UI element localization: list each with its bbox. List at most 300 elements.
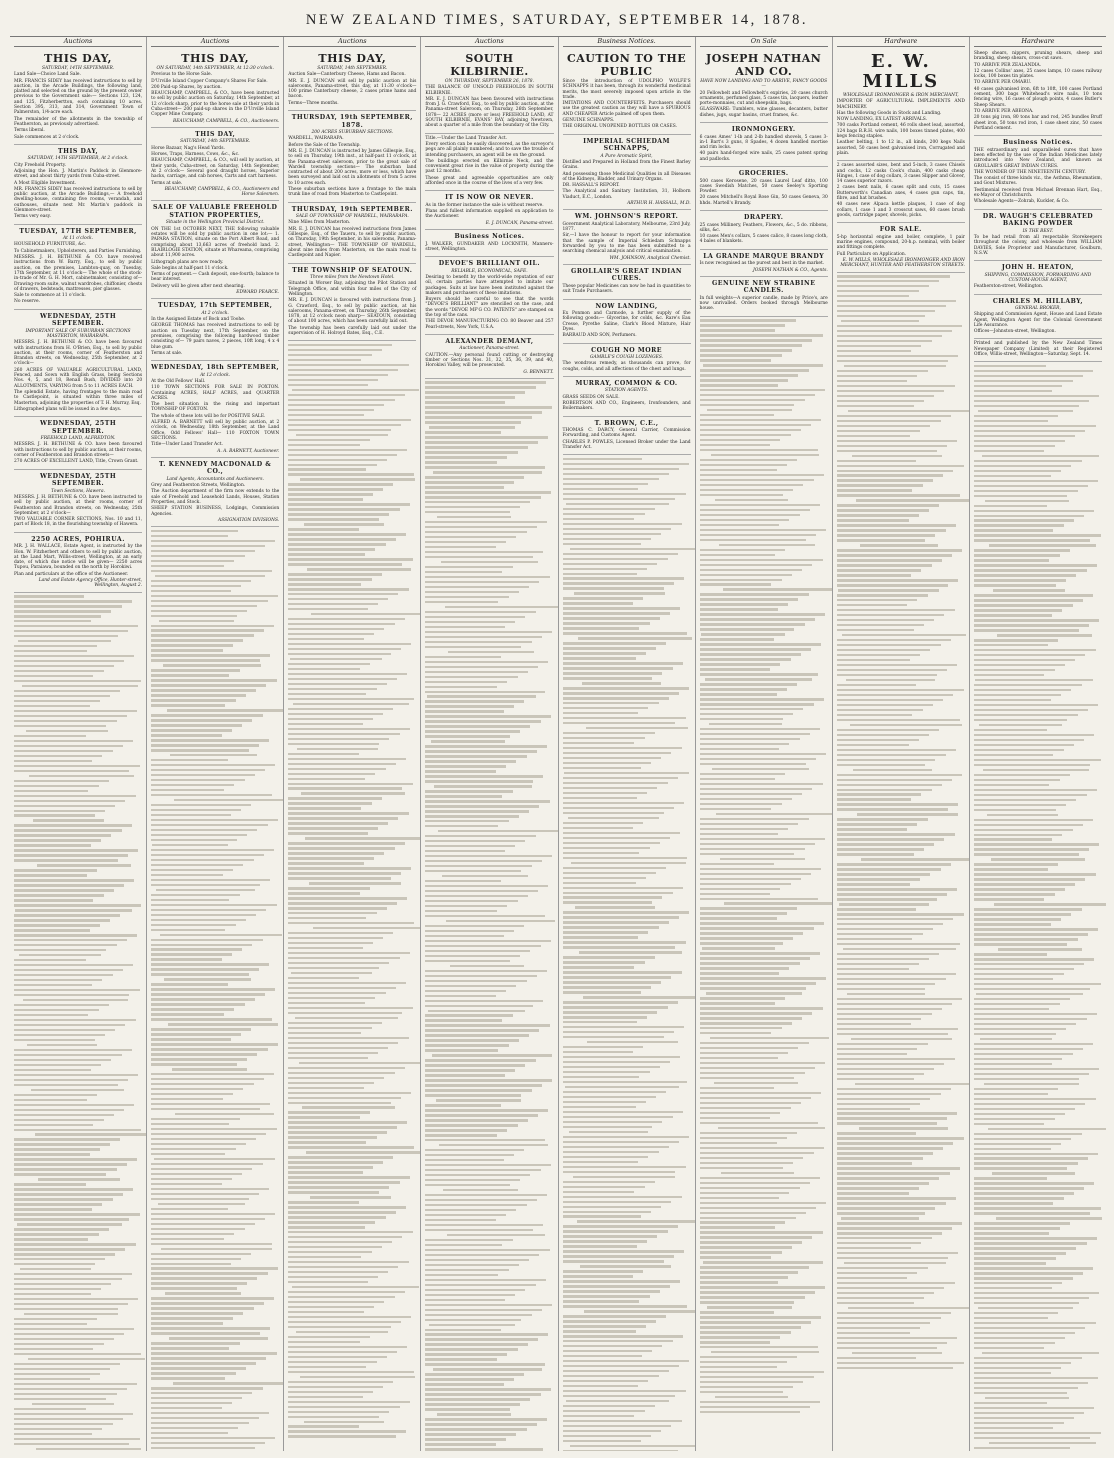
ad-subtitle: FREEHOLD LAND, ALFREDTON. (40, 436, 116, 442)
ad-paragraph: As in the former instance the sale is without reserve. (425, 202, 544, 208)
ad-paragraph: BARRAUD AND SON, Perfumers. (562, 333, 637, 339)
advertisement (288, 49, 416, 111)
ad-subtitle: GAMBLE'S COUGH LOZENGES. (590, 355, 664, 360)
ad-title: Business Notices. (454, 233, 525, 241)
ad-paragraph: The consist of three kinds viz., the Asthma, Rheumatism, and Gout Mixtures. (973, 176, 1102, 187)
ad-paragraph: SHEEP STATION BUSINESS, Lodgings, Commission Agencies. (151, 506, 280, 517)
ad-signature: E. J. DUNCAN, Panama-street. (485, 220, 554, 226)
ad-paragraph: Lithograph plans are now ready. (151, 259, 224, 265)
ad-paragraph: The buildings erected on Kilbirnie Neck, and the convenient great rise in the value of property during the past 12 months. (425, 158, 554, 175)
ad-paragraph: Nine Miles from Masterton. (288, 220, 351, 226)
column-header: Auctions (151, 37, 279, 47)
newspaper-column (284, 37, 421, 1451)
illegible-print-lines (563, 458, 691, 1451)
ad-paragraph: 40 cases new Alpaca kettle plaques, 1 case of dog collars, 1 case 1 and 3 crosscut saws, 60 cases brush goods, cartridge paper, shovels, picks. (836, 202, 965, 218)
ad-signature: ARTHUR H. HASSALL, M.D. (627, 201, 691, 207)
ad-paragraph: The Analytical and Sanitary Institution, 31, Holborn Viaduct, E.C., London. (562, 189, 691, 200)
advertisement (425, 191, 553, 230)
ad-body (974, 51, 1102, 131)
advertisement (700, 250, 828, 277)
ad-paragraph: TO ARRIVE PER ABEONA. (973, 108, 1034, 114)
ad-paragraph: Buyers should be careful to see that the words "DEVOE'S BRILLIANT" are stencilled on the case, and the words "DEVOE MF'G CO. PATENTS" are stamped on the top of the cans. (425, 297, 554, 318)
ad-body (563, 361, 691, 372)
advertisement (425, 257, 553, 335)
ad-subtitle: IMPORTANT SALE OF SUBURBAN SECTIONS MASTERTON, WAIRARAPA. (25, 328, 131, 339)
column-header: Hardware (974, 37, 1102, 47)
ad-title: WM. JOHNSON'S REPORT. (574, 213, 679, 221)
ad-paragraph: J. WALKER, GUNDAKER AND LOCKNITH, Manners-street, Wellington. (425, 241, 554, 252)
ad-paragraph: Full Particulars on Application. (836, 251, 907, 257)
ad-paragraph: Desiring to benefit by the world-wide reputation of our oil, certain parties have attempted to imitate our packages. Suits at law have been instituted against the makers and purchasers of these imitations. (425, 274, 554, 296)
ad-paragraph: Distilled and Prepared in Holland from the Finest Barley Grains. (562, 159, 691, 171)
illegible-print-lines (14, 595, 142, 1451)
ad-paragraph: City Freehold Property. (14, 162, 67, 168)
advertisement (837, 49, 965, 161)
ad-paragraph: ALFRED A. BARNETT will sell by public auction, at 2 o'clock, on Wednesday, 18th September, at the Land Office, Odd Fellows' Hall— 110 FOXTON TOWN SECTIONS. (151, 420, 280, 441)
ad-paragraph: Plans and fullest information supplied on application to the Auctioneer. (425, 209, 554, 220)
ad-paragraph: MR. E. J. DUNCAN is instructed by James Gillespie, Esq., to sell on Thursday, 19th inst., at half-past 11 o'clock, at the Panama-street saleroom, prior to the great sale of Wardell township sections— The suburban land contracted of about 200 acres, more or less, which have been surveyed and laid out in allotments of from 5 acres to 10 acres each. (288, 148, 417, 186)
ad-paragraph: And possessing those Medicinal Qualities in all Diseases of the Kidneys, Bladder, and Urinary Organs. (562, 171, 691, 182)
ad-title: SOUTH KILBIRNIE. (450, 52, 529, 78)
ad-paragraph: The remainder of the allotments in the township of Featherston, as previously advertised. (14, 116, 143, 127)
newspaper-column (421, 37, 558, 1451)
ad-body (837, 99, 965, 156)
ad-title: THIS DAY, (318, 52, 387, 65)
ad-paragraph: Horse Bazaar, Nag's Head Yards. (151, 145, 225, 151)
ad-paragraph: Terms at sale. (151, 180, 183, 186)
illegible-print-lines (288, 344, 416, 1438)
ad-title: DEVOE'S BRILLIANT OIL. (438, 260, 541, 268)
ad-subtitle: ON THURSDAY, SEPTEMBER 26, 1878. (444, 79, 534, 84)
ad-paragraph: 2 cases bent nails, 6 cases split and cuts, 15 cases Butterworth's Canadian axes, 4 cases gun caps, tin, fibre, and hat brushes. (836, 185, 965, 202)
ad-paragraph: 700 casks Portland cement, 46 rolls sheet lead, assorted, 124 bags B.R.H. wire nails, 100 boxes tinned plates, 400 kegs fencing staples. (836, 123, 965, 140)
ad-subtitle: SATURDAY, 14th SEPTEMBER. (180, 139, 251, 145)
ad-body (288, 72, 416, 106)
advertisement (14, 145, 142, 225)
ad-subtitle: At 2 o'clock. (201, 310, 229, 316)
ad-paragraph: GEORGE THOMAS has received instructions to sell by auction on Tuesday next, 17th September, on the premises, comprising the following hardwood timber consisting of— 79 pairs naves, 2 pieces, 10ft long, 4 x 4 blue gum. (151, 323, 280, 350)
ad-paragraph: Before the Sale of the Township. (288, 142, 361, 148)
ad-paragraph: NOW LANDING, EX LATEST ARRIVALS. (836, 117, 928, 123)
ad-paragraph: 12 cases Collins' axes, 25 cases lamps, 10 cases railway locks, 100 boxes tin plates. (973, 68, 1102, 80)
ad-paragraph: 270 ACRES OF EXCELLENT LAND, Title, Crown Grant. (14, 459, 139, 465)
ad-paragraph: MR. FRANCIS SIDEY has received instructions to sell by auction, in the Arcade Buildings, the following land, platted and selected on the ground by the present owner previous to the Government sale:— Sections 123, 124, and 125, Fitzherbertton, each containing 10 acres. Section 395, 313, and 314, Government Town of Palmerston, 1/4-acre each. (14, 78, 143, 116)
ad-title: ALEXANDER DEMANT, (445, 337, 534, 345)
ad-subtitle: SATURDAY, 14TH SEPTEMBER. (41, 66, 115, 71)
advertisement (425, 230, 553, 257)
ad-paragraph: Featherston-street, Wellington. (973, 284, 1044, 290)
advertisement (563, 210, 691, 265)
ad-paragraph: THE WONDER OF THE NINETEENTH CENTURY. (973, 169, 1086, 175)
ad-paragraph: THE BALANCE OF UNSOLD FREEHOLDS IN SOUTH KILBIRNIE. (425, 85, 554, 96)
ad-paragraph: A Most Eligible Investment. (14, 180, 76, 186)
ad-paragraph: GLASSWARE: Tumblers, wine glasses, decanters, butter dishes, jugs, sugar basins, cruet frames, &c. (699, 107, 828, 118)
ad-paragraph: 40 cases galvanised iron, 6ft to 10ft, 100 cases Portland cement, 300 bags Whitehead's wire nails, 10 tons fencing wire, 16 cases of plough points, 4 cases Butler's Sheep Shears. (973, 86, 1102, 108)
ad-paragraph: Terms of payment.— Cash deposit, one-fourth; balance to bear interest. (151, 272, 280, 283)
newspaper-title: NEW ZEALAND TIMES, SATURDAY, SEPTEMBER 14, 1878. (305, 12, 809, 28)
advertisement (151, 361, 279, 458)
ad-paragraph: The township has been carefully laid out under the supervision of H. Holroyd Bates, Esq., C.E. (288, 325, 417, 336)
ad-paragraph: 500 cases Kerosene, 20 cases Laurel Leaf ditto, 100 cases Swedish Matches, 50 cases Seeley's Sporting Powder. (699, 178, 828, 195)
ad-paragraph: To Cabinetmakers, Upholsterers, and Parties Furnishing. (14, 248, 142, 254)
ad-paragraph: Sale to commence at 11 o'clock. (14, 293, 86, 299)
ad-paragraph: Terms very easy. (14, 214, 51, 220)
ad-paragraph: Testimonial received from Michael Brennan Hart, Esq., ex-Mayor of Christchurch. (973, 187, 1102, 199)
ad-body (425, 85, 553, 128)
advertisement (288, 203, 416, 264)
advertisement (700, 49, 828, 123)
ad-title: GENUINE NEW STRABINE CANDLES. (711, 279, 816, 295)
ad-subtitle: At 12 o'clock. (200, 372, 231, 378)
newspaper-column (559, 37, 696, 1451)
advertisement (151, 201, 279, 299)
ad-body (288, 136, 416, 197)
ad-title: DRAPERY. (743, 214, 784, 222)
ad-paragraph: 5-hp horizontal engine and boiler, complete, 1 pair marine engines, compound, 20-h.p. nominal, with boiler and fittings complete. (836, 234, 965, 251)
ad-paragraph: IMITATIONS AND COUNTERFEITS. Purchasers should use the greatest caution as they will have a SPURIOUS AND CHEAPER Article palmed off upon them. (562, 101, 691, 117)
ad-paragraph: 20 Fellowbelt and Fellowbelt's expiries, 20 cases church ornaments, perfumed glass, 5 cases tin, lacquers, leather porte-monnaies, cut and sheepskin, bags. (699, 90, 828, 107)
ad-subtitle: SALE OF TOWNSHIP OF WARDELL, WAIRARAPA. (295, 214, 409, 220)
advertisement (288, 111, 416, 203)
advertisement (563, 135, 691, 211)
ad-paragraph: Grey and Featherston Streets, Wellington. (151, 483, 246, 489)
ad-title: 2250 ACRES, POHIRUA. (31, 535, 125, 543)
ad-title: THURSDAY, 19th SEPTEMBER. (291, 205, 413, 213)
ad-body (288, 281, 416, 336)
ad-title: CHARLES M. HILLABY, (992, 297, 1084, 305)
ad-title: THURSDAY, 19th SEPTEMBER, 1878. (291, 114, 413, 129)
advertisement (974, 210, 1102, 261)
advertisement (700, 277, 828, 317)
ad-body (151, 379, 279, 448)
ad-paragraph: Sheep shears, nippers, pruning shears, sheep and branding, sheep shears, cross-cut saws. (973, 51, 1102, 62)
ad-paragraph: Horses, Traps, Harness, Cows, &c., &c. (151, 152, 240, 158)
column-header: Business Notices. (563, 37, 691, 47)
ad-title: FOR SALE. (879, 226, 922, 234)
ad-body (974, 284, 1102, 289)
ad-paragraph: Sale commences at 2 o'clock. (14, 134, 80, 140)
ad-paragraph: CHARLES P. POWLES, Licensed Broker under the Land Transfer Act. (562, 439, 691, 450)
newspaper-column (10, 37, 147, 1451)
ad-signature: BEAUCHAMP, CAMPBELL, & CO., Auctioneers and Horse Salesmen. (164, 186, 280, 198)
ad-title: COUGH NO MORE (591, 346, 662, 354)
ad-body (563, 395, 691, 412)
ad-body (700, 135, 828, 162)
ad-paragraph: Previous to the Horse Sale. (151, 72, 213, 78)
ad-signature: EDWARD PEARCE. (236, 290, 280, 295)
ad-title: CAUTION TO THE PUBLIC (566, 52, 687, 78)
ad-subtitle: STATION AGENTS. (605, 388, 649, 394)
ad-paragraph: Delivery will be given after next shearing. (151, 283, 245, 289)
advertisement (563, 417, 691, 456)
ad-title: GROLLAIR'S GREAT INDIAN CURES. (571, 267, 683, 283)
ad-title: WEDNESDAY, 18th SEPTEMBER, (151, 364, 280, 372)
ad-paragraph: To be had retail from all respectable Storekeepers throughout the colony, and wholesale from WILLIAM DAVIES, Sole Proprietor and Manufacturer, Goulburn, N.S.W. (973, 234, 1102, 256)
ad-paragraph: MESSRS. J. H. BETHUNE & CO. have been favoured with instructions to sell by public auction, at their rooms, corner of Featherston and Brandon streets— (14, 442, 143, 459)
ad-body (425, 242, 553, 253)
advertisement (14, 470, 142, 533)
ad-paragraph: Title—Under Land Transfer Act. (151, 442, 223, 448)
ad-body (563, 160, 691, 200)
ad-subtitle: HAVE NOW LANDING AND TO ARRIVE, FANCY GOODS— (700, 79, 828, 90)
ad-paragraph: Terms at sale. (151, 350, 183, 356)
advertisement (425, 49, 553, 134)
ad-paragraph: Shipping and Commission Agent, House and Land Estate Agent, Wellington Agent for the Colonial Government Life Assurance. (973, 312, 1102, 328)
column-header: Auctions (288, 37, 416, 47)
ad-body (14, 242, 142, 304)
ad-paragraph: ROBERTSON AND CO., Engineers, Ironfounders, and Boilermakers. (562, 400, 691, 412)
ad-subtitle: A Pure Aromatic Spirit, (600, 153, 653, 159)
ad-subtitle: SATURDAY, 14th SEPTEMBER. (317, 66, 388, 71)
ad-title: SALE OF VALUABLE FREEHOLD STATION PROPERTIES, (152, 204, 278, 219)
ad-paragraph: 25 cases Millinery, Feathers, Flowers, &c., 5 do. ribbons, silks, &c. (699, 222, 828, 233)
ad-title: GROCERIES. (738, 170, 789, 178)
advertisement (837, 161, 965, 223)
ad-paragraph: 40 pairs hand-forged wire nails, 25 cases patent spring and padlocks. (699, 151, 828, 162)
ad-body (14, 495, 142, 528)
ad-paragraph: 200 Paid-up Shares, by auction. (151, 84, 222, 90)
ad-paragraph: Is now recognised as the purest and best in the market. (699, 261, 825, 267)
ad-paragraph: MR. FRANCIS SIDEY has received instructions to sell by public auction, at the Arcade Buildings,— A freehold dwelling-house, containing five rooms, verandah, and outhouses, situate next Mr. Martin's paddock in Glenmore-street. (14, 186, 143, 214)
ad-title: IMPERIAL SCHIEDAM SCHNAPPS, (583, 137, 670, 153)
advertisement (14, 533, 142, 593)
ad-paragraph: MR. E. J. DUNCAN has received instructions from James Gillespie, Esq., of the Taueru, to sell by public auction, on Thursday, 19th September, in his salerooms, Panama-street, Wellington— THE TOWNSHIP OF WARDELL, about nine miles from Masterton, on the main road to Castlepoint and Napier. (288, 226, 417, 259)
illegible-print-lines (837, 275, 965, 1369)
ad-paragraph: The wondrous remedy, as thousands can prove, for coughs, colds, and all affections of the chest and lungs. (562, 361, 691, 372)
advertisement (14, 310, 142, 417)
advertisement (563, 49, 691, 135)
ad-subtitle: SATURDAY, 14TH SEPTEMBER, At 2 o'clock. (27, 156, 129, 162)
ad-body (563, 311, 691, 338)
ad-paragraph: TO ARRIVE PER OMARU. (973, 80, 1032, 86)
newspaper-column (696, 37, 833, 1451)
ad-body (14, 163, 142, 220)
ad-body (151, 317, 279, 356)
ad-paragraph: IMPORTER OF AGRICULTURAL IMPLEMENTS AND MACHINERY. (836, 99, 965, 110)
ad-paragraph: BEAUCHAMP, CAMPBELL, & CO., have been instructed to sell by public auction on Saturday, 14th September, at 12 o'clock sharp, prior to the horse sale at their yards in Cuba-street— 200 paid-up shares in the D'Urville Island Copper Mine Company. (151, 91, 280, 118)
ad-paragraph: 20 cases Mitchell's Royal Rose Gin, 50 cases Geneva, 30 hhds. Martell's Brandy. (699, 195, 828, 206)
ad-signature: WM. JOHNSON, Analytical Chemist. (609, 255, 691, 261)
ad-paragraph: Adjoining the Hon. J. Martin's Paddock in Glenmore-street, and about thirty yards from Cuba-street. (14, 168, 143, 180)
ad-signature: A. A. BARNETT, Auctioneer. (217, 448, 280, 454)
ad-title: THE TOWNSHIP OF SEATOUN. (292, 266, 413, 274)
ad-paragraph: These popular Medicines can now be had in quantities to suit Trade Purchasers. (562, 283, 691, 295)
ad-title: Business Notices. (1002, 139, 1073, 147)
ad-paragraph: Sale begins at half-past 11 o'clock. (151, 265, 229, 271)
advertisement (288, 264, 416, 342)
advertisement (563, 265, 691, 300)
advertisement (837, 223, 965, 272)
newspaper-column (147, 37, 284, 1451)
ad-title: WEDNESDAY, 25TH SEPTEMBER. (39, 472, 117, 488)
ad-subtitle: Town Sections, Hawera. (51, 488, 105, 494)
advertisement (563, 344, 691, 377)
ad-subtitle: SHIPPING, COMMISSION, FORWARDING AND CUSTOM-HOUSE AGENT, (984, 272, 1092, 283)
ad-paragraph: Terms liberal. (14, 128, 45, 134)
advertisement (974, 49, 1102, 136)
advertisement (974, 261, 1102, 294)
ad-body (563, 428, 691, 450)
ad-paragraph: ON THE 1st OCTOBER NEXT, THE following valuable estates will be sold by public auction in one lot:— 1. PAPARA STATION, situate on the Port Albert Road, and comprising about 13,663 acres of freehold land. 2. BLAIRLOGIE STATION, situate at Whareama, comprising about 11,900 acres. (151, 226, 280, 259)
ad-paragraph: Terms—Three months. (288, 100, 339, 106)
advertisement (151, 458, 279, 527)
ad-title: NOW LANDING, (595, 302, 658, 310)
ad-paragraph: MESSRS. J. H. BETHUNE & CO. have been favoured with instructions from H. O'Brien, Esq., to sell by public auction, at their rooms, corner of Featherston and Brandon streets, on Wednesday, 25th September, at 2 o'clock— (14, 340, 143, 367)
ad-subtitle: GENERAL BROKER, (1015, 306, 1061, 311)
ad-body (563, 284, 691, 295)
ad-paragraph: CAUTION.—Any personal found cutting or destroying timber or Sections Nos. 31, 32, 35, 36, 39, and 40, Horokiwi Valley, will be prosecuted. (425, 352, 554, 369)
advertisement (700, 167, 828, 211)
ad-paragraph: 110 TOWN SECTIONS FOR SALE IN FOXTON. Containing ACRES, HALF ACRES, and QUARTER ACRES. (151, 385, 280, 401)
ad-paragraph: Auction Sale—Canterbury Cheese, Hams and Bacon. (288, 72, 406, 78)
ad-paragraph: The whole of these lots will be for POSITIVE SALE. (151, 413, 266, 419)
ad-paragraph: In full weights—A superior candle, made by Price's, are now unrivalled. Orders booked through Melbourne house. (699, 295, 828, 312)
ad-subtitle: Situate in the Wellington Provincial District. (165, 220, 265, 226)
ad-paragraph: MR. E. J. DUNCAN will sell by public auction at his salerooms, Panama-street, this day, at 11:30 o'clock— 100 prime Canterbury cheese, 2 cases prime hams and bacon. (288, 78, 417, 100)
advertisement (14, 49, 142, 145)
ad-body (563, 79, 691, 130)
advertisement (563, 300, 691, 344)
ad-title: JOHN H. HEATON, (1001, 264, 1074, 272)
ad-paragraph: The splendid Estate, having frontages to the main road to Castlepoint, is situated within three miles of Masterton, adjoining the properties of T. H. Murray, Esq. (14, 389, 143, 406)
ad-signature: E. W. MILLS, WHOLESALE IRONMONGER AND IRON MERCHANT, HUNTER AND FEATHERSTON STREETS. (840, 257, 965, 269)
ad-paragraph: D'Urville Island Copper Company's Shares For Sale. (151, 78, 268, 84)
page-columns (10, 36, 1106, 1451)
ad-signature: BEAUCHAMP, CAMPBELL, & CO., Auctioneers. (172, 118, 280, 124)
ad-title: LA GRANDE MARQUE BRANDY (703, 252, 825, 260)
ad-signature: Land and Estate Agency Office, Hunter-street, Wellington, August 2. (38, 577, 143, 589)
ad-paragraph: TO ARRIVE PER ZEALANDIA. (973, 62, 1042, 68)
ad-title: THIS DAY, (44, 52, 112, 65)
ad-subtitle: IS THE BEST. (1022, 228, 1054, 234)
ad-title: MURRAY, COMMON & CO. (575, 379, 678, 387)
ad-title: T. KENNEDY MACDONALD & CO., (158, 460, 272, 476)
advertisement (425, 335, 553, 379)
ad-signature: G. BENNETT. (523, 369, 554, 375)
ad-signature: ASSIGNATION DIVISIONS. (218, 517, 280, 523)
ad-paragraph: MESSRS. J. H. BETHUNE & CO. have received instructions from W. Barry, Esq., to sell by public auction, on the premises, Lambton-quay, on Tuesday, 17th September, at 11 o'clock— The whole of the stock-in-trade of Mr. G. H. Mort, cabinetmaker, consisting of— Drawing-room suite, walnut wardrobes, chiffonier, chests of drawers, bedsteads, mattresses, pier glasses. (14, 255, 143, 292)
masthead (0, 0, 1114, 28)
ad-paragraph: Has the following Goods in Stock and Landing. (836, 110, 942, 116)
newspaper-column (970, 37, 1106, 1451)
ad-paragraph: Government Analytical Laboratory, Melbourne, 23rd July, 1877. (562, 221, 691, 233)
column-header: Auctions (14, 37, 142, 47)
ad-title: THIS DAY, (181, 52, 250, 65)
advertisement (700, 123, 828, 167)
ad-subtitle: Land Agents, Accountants and Auctioneers. (166, 476, 264, 482)
ad-subtitle: WHOLESALE IRONMONGER & IRON MERCHANT, (842, 93, 959, 98)
advertisement (563, 377, 691, 417)
ad-paragraph: 6 cases Ames' 1-lb and 2-lb handled shovels, 5 cases 3-in-1 Bart's 3 guns, 8 Spades, 4 dozen handled mortise and rim locks. (699, 134, 828, 151)
ad-title: T. BROWN, C.E., (594, 419, 659, 427)
ad-paragraph: Offices—Johnston-street, Wellington. (973, 329, 1056, 335)
column-header: Auctions (425, 37, 553, 47)
ad-body (974, 312, 1102, 334)
ad-paragraph: Situated in Worser Bay, adjoining the Pilot Station and Telegraph Office, and within four miles of the City of Wellington. (288, 281, 417, 297)
ad-title: DR. WAUGH'S CELEBRATED BAKING POWDER (982, 212, 1094, 228)
ad-title: IRONMONGERY. (731, 126, 796, 134)
ad-body (974, 148, 1102, 205)
ad-body (837, 163, 965, 218)
ad-signature: JOSEPH NATHAN & CO., Agents. (753, 267, 828, 273)
illegible-print-lines (425, 381, 553, 1451)
ad-paragraph: In the Assigned Estate of Bock and Toohe. (151, 317, 246, 323)
column-header: On Sale (700, 37, 828, 47)
illegible-print-lines (974, 365, 1102, 1451)
ad-paragraph: THE extraordinary and unparalleled cures that have been effected by the use of the Indian Medicines lately introduced into New Zealand, and known as GROLLAIR'S GREAT INDIAN CURES. (973, 147, 1102, 169)
ad-title: IT IS NOW OR NEVER. (445, 194, 534, 202)
advertisement (14, 225, 142, 310)
ad-paragraph: Leather belting, 1 to 12 in., all kinds, 200 kegs Nails assorted, 50 cases best galvanised iron, Corrugated and plain. (836, 140, 965, 156)
ad-body (14, 442, 142, 464)
ad-paragraph: TWO VALUABLE CORNER SECTIONS, Nos. 10 and 11, part of Block 18, in the flourishing township of Hawera. (14, 517, 143, 528)
ad-body (425, 275, 553, 330)
ad-paragraph: Wholesale Agents—Zohrab, Kuckler, & Co. (973, 199, 1069, 205)
ad-paragraph: THE DEVOE MANUFACTURING CO. 80 Beaver and 257 Pearl-streets, New York, U.S.A. (425, 319, 554, 330)
illegible-print-lines (151, 530, 279, 1451)
ad-title: TUESDAY, 17TH SEPTEMBER, (19, 227, 137, 235)
advertisement (151, 128, 279, 201)
ad-subtitle: ON SATURDAY, 14th SEPTEMBER, At 12:30 o'clock. (156, 66, 274, 71)
ad-body (837, 235, 965, 257)
ad-body (425, 136, 553, 187)
ad-paragraph: 20 tons pig iron, 80 tons bar and rod, 245 bundles Bruff sheet iron, 50 tons rod iron, 1 case sheet zinc, 50 cases Portland cement. (973, 115, 1102, 131)
ad-title: WEDNESDAY, 25TH SEPTEMBER. (39, 312, 117, 328)
ad-paragraph: Title.—Under the Land Transfer Act. (425, 135, 508, 141)
advertisement (151, 49, 279, 128)
ad-paragraph: Ex Ponmon and Carmode, a further supply of the following goods:— Glycerine, for colds, &c. Rare's Eau Cresse, Pyrethe Saline, Clark's Blood Mixture, Hair Dyes. (562, 311, 691, 332)
illegible-print-lines (700, 319, 828, 1413)
ad-body (14, 340, 142, 412)
advertisement (974, 339, 1102, 362)
ad-paragraph: GENUINE SCHNAPPS. (562, 118, 615, 124)
ad-paragraph: Land Sale—Choice Land Sale. (14, 72, 81, 78)
ad-paragraph: Printed and published by the New Zealand Times Newspaper Company (Limited) at their Registered Office, Willis-street, Wellington—Saturday, Sept. 14. (973, 341, 1102, 358)
advertisement (425, 134, 553, 192)
ad-subtitle: Auctioneer, Panama-street. (459, 346, 520, 352)
ad-paragraph: BEAUCHAMP, CAMPBELL, & CO., will sell by auction, at their yards, Cuba-street, on Saturday, 14th September, At 2 o'clock— Several good draught horses, Superior hacks, carriage, and cab horses, Carts and cart harness. (151, 158, 280, 180)
ad-body (151, 483, 279, 517)
ad-paragraph: These great and agreeable opportunities are only afforded once in the course of the lives of a very few. (425, 175, 554, 187)
ad-body (700, 223, 828, 245)
ad-paragraph: MR. E. J. DUNCAN has been favoured with instructions from J. G. Crawford, Esq., to sell by public auction, at the Panama-street Saleroom, on Thursday, 26th September, 1878— 22 ACRES (more or less) FREEHOLD LAND, AT SOUTH KILBIRNIE, EVANS' BAY, adjoining Newtown, about a quarter of a mile from the boundary of the City. (425, 96, 554, 129)
ad-subtitle: At 11 o'clock. (63, 236, 94, 242)
ad-body (425, 353, 553, 369)
ad-paragraph: No reserve. (14, 299, 41, 305)
ad-paragraph: The best situation in the rising and important TOWNSHIP OF FOXTON. (151, 402, 280, 413)
column-header: Hardware (837, 37, 965, 47)
ad-body (288, 220, 416, 258)
ad-paragraph: THE ORIGINAL UNOPENED BOTTLES OR CASES. (562, 124, 677, 130)
ad-body (425, 203, 553, 220)
ad-paragraph: 260 ACRES OF VALUABLE AGRICULTURAL LAND, Fenced, and Sown with English Grass, being Sections Nos. 4, 5, and 18, Renall Bush, DIVIDED into 20 ALLOTMENTS, VARYING from 5 to 11 ACRES EACH. (14, 367, 143, 389)
ad-subtitle: RELIABLE, ECONOMICAL, SAFE. (451, 268, 528, 274)
ad-paragraph: THOMAS C. DARCY, General Carrier, Commission Forwarding, and Customs Agent. (562, 428, 691, 439)
ad-body (700, 179, 828, 206)
ad-paragraph: DR. HASSALL'S REPORT. (562, 183, 620, 189)
ad-paragraph: MESSRS. J. H. BETHUNE & CO. have been instructed to sell by public auction, at their rooms, corner of Featherston and Brandon streets, on Wednesday, 25th September, at 2 o'clock— (14, 494, 143, 516)
newspaper-column (833, 37, 970, 1451)
ad-body (700, 91, 828, 118)
ad-paragraph: MR. J. H. WALLACE, Estate Agent, is instructed by the Hon. W. Fitzherbert and others to sell by public auction, at the Land Mart, Willis-street, Wellington, at an early date, of which due notice will be given— 2250 acres Tupou, Paraiawa, bounded on the north by Horokiwi. (14, 544, 143, 571)
ad-paragraph: The Auction department of the firm now extends to the sale of Freehold and Leasehold Lands, Houses, Station Properties, and Stock. (151, 489, 280, 506)
ad-paragraph: Since the introduction of UDOLPHO WOLFE'S SCHNAPPS it has been, through its wonderful medicinal merits, the most severely imposed upon article in the trade. (562, 79, 691, 100)
ad-subtitle: 200 ACRES SUBURBAN SECTIONS. (311, 130, 394, 136)
ad-paragraph: These suburban sections have a frontage to the main trunk line of road from Masterton to Castlepoint. (288, 187, 417, 198)
ad-body (700, 296, 828, 312)
ad-paragraph: HOUSEHOLD FURNITURE, &c. (14, 242, 86, 248)
ad-title: THIS DAY, (195, 130, 236, 138)
